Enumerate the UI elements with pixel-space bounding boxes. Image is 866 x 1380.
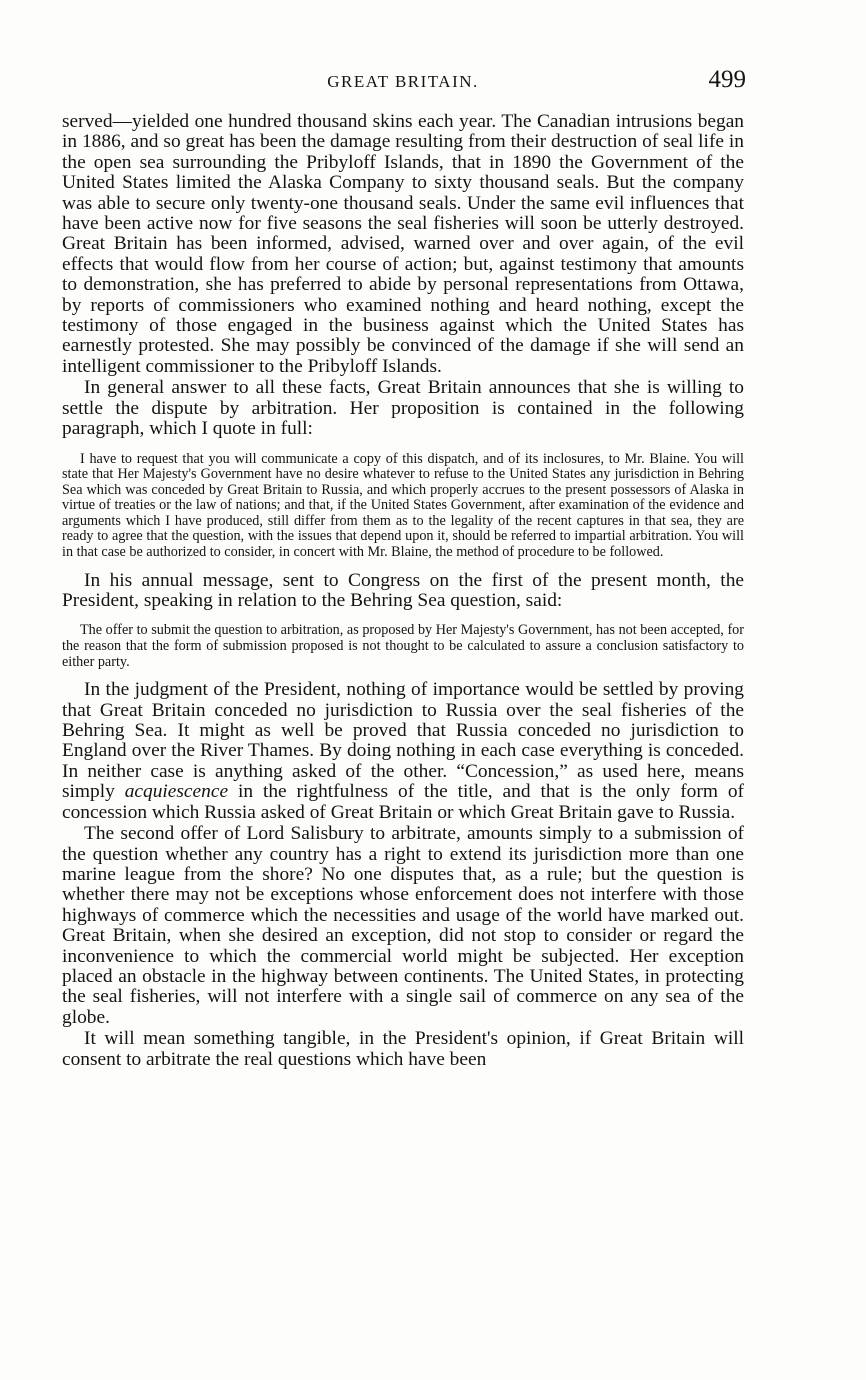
- block-quote-dispatch: I have to request that you will communicate a copy of this dispatch, and of its inclosures, to Mr. Blaine. You will state that Her Majesty's Government have no desire whatever to refuse to the United States any jurisdiction in Behring Sea which was conceded by Great Britain to Russia, and which properly accrues to the present possessors of Alaska in virtue of treaties or the law of nations; and that, if the United States Government, after examination of the evidence and arguments which I have produced, still differ from them as to the legality of the recent captures in that sea, they are ready to agree that the question, with the issues that depend upon it, should be referred to impartial arbitration. You will in that case be authorized to consider, in concert with Mr. Blaine, the method of procedure to be followed.: [62, 450, 744, 561]
- paragraph-continued: served—yielded one hundred thousand skins each year. The Canadian intrusions began in 1886, and so great has been the damage resulting from their destruction of seal life in the open sea surrounding the Pribyloff Islands, that in 1890 the Government of the United States limited the Alaska Company to sixty thousand seals. But the company was able to secure only twenty-one thousand seals. Under the same evil influences that have been active now for five seasons the seal fisheries will soon be utterly destroyed. Great Britain has been informed, advised, warned over and over again, of the evil effects that would flow from her course of action; but, against testimony that amounts to demonstration, she has preferred to abide by personal representations from Ottawa, by reports of commissioners who examined nothing and heard nothing, except the testimony of those engaged in the business against which the United States has earnestly protested. She may possibly be convinced of the damage if she will send an intelligent commissioner to the Pribyloff Islands.: [62, 111, 744, 377]
- paragraph-closing: It will mean something tangible, in the President's opinion, if Great Britain will consent to arbitrate the real questions which have been: [62, 1028, 744, 1070]
- running-header: [62, 66, 744, 100]
- running-title: GREAT BRITAIN.: [327, 72, 479, 91]
- judgment-text-end: in the rightfulness of the title, and that is the only form of concession which Russia asked of Great Britain or which Great Britain gave to Russia.: [62, 781, 744, 823]
- paragraph-second-offer: The second offer of Lord Salisbury to arbitrate, amounts simply to a submission of the question whether any country has a right to extend its jurisdiction more than one marine league from the shore? No one disputes that, as a rule; but the question is whether there may not be exceptions whose enforcement does not interfere with those highways of commerce which the necessities and usage of the world have marked out. Great Britain, when she desired an exception, did not stop to consider or regard the inconvenience to which the commercial world might be subjected. Her exception placed an obstacle in the highway between continents. The United States, in protecting the seal fisheries, will not interfere with a single sail of commerce on any sea of the globe.: [62, 823, 744, 1028]
- page-number: 499: [708, 66, 746, 93]
- paragraph-arbitration-proposal: In general answer to all these facts, Great Britain announces that she is willing to settle the dispute by arbitration. Her proposition is contained in the following paragraph, which I quote in full:: [62, 377, 744, 440]
- italic-term: acquiescence: [124, 781, 229, 803]
- judgment-text-start: In the judgment of the President, nothing of importance would be settled by proving that Great Britain conceded no jurisdiction to Russia over the seal fisheries of the Behring Sea. It might as well be proved that Russia conceded no jurisdiction to England over the River Thames. By doing nothing in each case everything is conceded. In neither case is anything asked of the other. “Concession,” as used here, means simply: [62, 679, 744, 803]
- paragraph-judgment: [62, 680, 744, 823]
- page-content: [62, 66, 744, 1070]
- block-quote-president: The offer to submit the question to arbitration, as proposed by Her Majesty's Government, has not been accepted, for the reason that the form of submission proposed is not thought to be calculated to assure a conclusion satisfactory to either party.: [62, 622, 744, 670]
- paragraph-annual-message: In his annual message, sent to Congress on the first of the present month, the President, speaking in relation to the Behring Sea question, said:: [62, 569, 744, 612]
